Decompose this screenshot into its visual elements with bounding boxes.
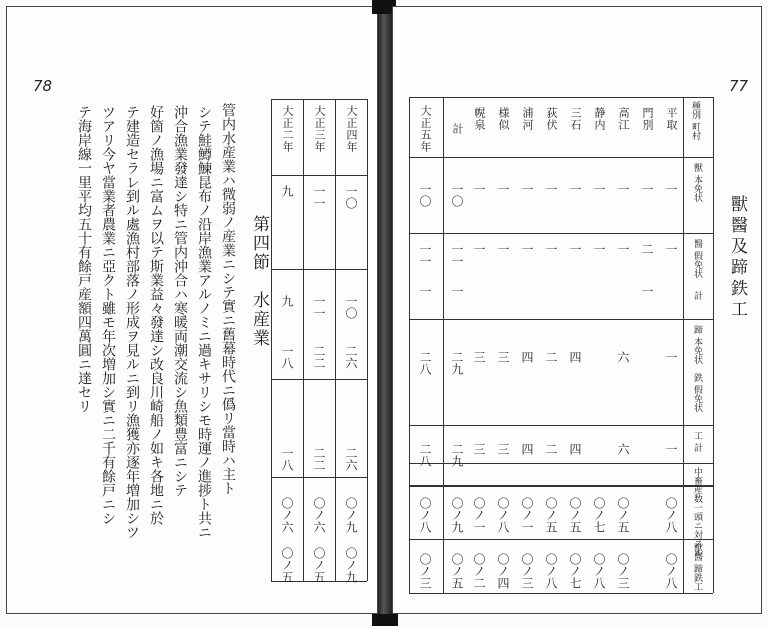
table-cell: 一 xyxy=(496,243,510,255)
table-cell: 〇ノ五 xyxy=(450,553,464,589)
table-cell: 二九 xyxy=(450,443,464,467)
right-page-number: 77 xyxy=(729,77,749,95)
body-text-line: テ海岸線一里平均五十有餘戸産額四萬圓ニ達セリ xyxy=(76,105,92,413)
scan-shadow xyxy=(372,614,398,626)
left-table-cell: 一〇 xyxy=(344,185,358,209)
table-cell: 三 xyxy=(496,351,510,363)
row-label: 鉄 假免状 xyxy=(692,373,702,412)
table-cell: 一 xyxy=(568,183,582,195)
table-cell: 〇ノ三 xyxy=(418,553,432,589)
table-cell: 二 xyxy=(544,443,558,455)
row-label: 工 計 xyxy=(692,431,702,452)
left-table-header: 大正三年 xyxy=(313,105,326,153)
place-header: 三石 xyxy=(569,107,582,131)
left-table-header: 大正四年 xyxy=(345,105,358,153)
row-label: 蹄 本免状 xyxy=(692,325,702,364)
table-cell: 〇ノ四 xyxy=(496,553,510,589)
table-cell: 〇ノ五 xyxy=(616,497,630,533)
table-cell: 一一 xyxy=(450,243,464,267)
table-cell: 四 xyxy=(520,443,534,455)
table-cell: 〇ノ一 xyxy=(520,497,534,533)
table-cell: 二八 xyxy=(418,443,432,467)
left-table-cell: 二六 xyxy=(344,447,358,471)
table-cell: 一 xyxy=(592,243,606,255)
table-cell: 一 xyxy=(664,183,678,195)
table-cell: 一 xyxy=(520,183,534,195)
table-cell: 一〇 xyxy=(450,183,464,207)
row-label: 獸 本免状 xyxy=(692,163,702,202)
left-table-cell: 九 xyxy=(280,185,294,197)
left-table-cell: 〇ノ九 xyxy=(344,547,358,583)
table-cell: 二八 xyxy=(418,351,432,375)
table-cell: 四 xyxy=(520,351,534,363)
table-cell: 三 xyxy=(496,443,510,455)
table-cell: 〇ノ五 xyxy=(568,497,582,533)
body-text-line: 沖合漁業發達シ特ニ管内沖合ハ寒暖両潮交流シ魚類豊富ニシテ xyxy=(172,105,188,497)
table-cell: 一 xyxy=(496,183,510,195)
table-cell: 三 xyxy=(472,443,486,455)
body-text-line: 管内水産業ハ微弱ノ産業ニシテ實ニ舊幕時代ニ僞リ當時ハ主ト xyxy=(220,103,236,495)
table-cell: 一 xyxy=(592,183,606,195)
table-cell: 一 xyxy=(616,243,630,255)
left-table-cell: 二二 xyxy=(312,447,326,471)
table-cell: 一 xyxy=(418,285,432,297)
table-cell: 一一 xyxy=(418,243,432,267)
table-cell: 一 xyxy=(450,285,464,297)
table-cell: 〇ノ五 xyxy=(544,497,558,533)
table-cell: 〇ノ八 xyxy=(544,553,558,589)
table-cell: 四 xyxy=(568,443,582,455)
left-table-cell: 〇ノ九 xyxy=(344,497,358,533)
left-table-cell: 一八 xyxy=(280,345,294,369)
corner-label: 種別 町村 xyxy=(690,101,700,140)
table-cell: 二 xyxy=(544,351,558,363)
table-cell: 〇ノ八 xyxy=(664,553,678,589)
place-header: 計 xyxy=(451,123,464,135)
table-cell: 一 xyxy=(472,183,486,195)
table-cell: 〇ノ七 xyxy=(592,497,606,533)
table-cell: 一〇 xyxy=(418,183,432,207)
table-cell: 〇ノ三 xyxy=(520,553,534,589)
table-cell: 〇ノ八 xyxy=(496,497,510,533)
table-cell: 一 xyxy=(664,443,678,455)
left-table-cell: 〇ノ五 xyxy=(312,547,326,583)
left-table-cell: 〇ノ六 xyxy=(312,497,326,533)
left-table-cell: 一一 xyxy=(312,295,326,319)
left-table-cell: 一八 xyxy=(280,447,294,471)
table-cell: 〇ノ二 xyxy=(472,553,486,589)
table-cell: 一 xyxy=(664,351,678,363)
table-cell: 一 xyxy=(616,183,630,195)
row-label: 中畜産数一頭ニ対スル xyxy=(692,467,702,557)
body-text-line: シテ鮭鱒鰊昆布ノ沿岸漁業アルノミニ過キサリシモ時運ノ進捗ト共ニ xyxy=(196,105,212,539)
table-title: 獸醫及蹄鉄工 xyxy=(727,195,747,321)
left-page xyxy=(6,6,378,614)
table-cell: 一 xyxy=(520,243,534,255)
book-gutter xyxy=(378,0,392,626)
body-text-line: 好箇ノ漁場ニ富ムヲ以テ斯業益々發達シ改良川崎船ノ如キ各地ニ於 xyxy=(148,105,164,525)
table-cell: 二 xyxy=(640,243,654,255)
table-cell: 四 xyxy=(568,351,582,363)
table-cell: 〇ノ八 xyxy=(664,497,678,533)
place-header: 平取 xyxy=(665,107,678,131)
row-label: 獸醫 蹄鉄工 xyxy=(692,543,702,591)
table-cell: 一 xyxy=(544,243,558,255)
row-label: 計 xyxy=(692,291,702,300)
section-title: 第四節 水産業 xyxy=(249,215,269,348)
left-table-cell: 九 xyxy=(280,295,294,307)
left-table-header: 大正二年 xyxy=(281,105,294,153)
place-header: 高江 xyxy=(617,107,630,131)
place-header: 様似 xyxy=(497,107,510,131)
table-cell: 〇ノ八 xyxy=(418,497,432,533)
body-text-line: ツアリ今ヤ當業者農業ニ亞クト雖モ年次増加シ實ニ二千有餘戸ニシ xyxy=(100,105,116,525)
place-header: 幌泉 xyxy=(473,107,486,131)
place-header: 大正五年 xyxy=(419,105,432,153)
table-cell: 六 xyxy=(616,351,630,363)
place-header: 浦河 xyxy=(521,107,534,131)
left-page-number: 78 xyxy=(33,77,53,95)
table-cell: 〇ノ一 xyxy=(472,497,486,533)
left-table-cell: 二二 xyxy=(312,345,326,369)
table-cell: 一 xyxy=(568,243,582,255)
left-table-cell: 〇ノ六 xyxy=(280,497,294,533)
left-table-cell: 一一 xyxy=(312,185,326,209)
place-header: 荻伏 xyxy=(545,107,558,131)
table-cell: 二九 xyxy=(450,351,464,375)
place-header: 静内 xyxy=(593,107,606,131)
left-table-cell: 〇ノ五 xyxy=(280,547,294,583)
left-table-cell: 一〇 xyxy=(344,295,358,319)
table-cell: 一 xyxy=(544,183,558,195)
table-cell: 〇ノ八 xyxy=(592,553,606,589)
table-cell: 三 xyxy=(472,351,486,363)
table-cell: 一 xyxy=(664,243,678,255)
table-cell: 一 xyxy=(472,243,486,255)
place-header: 門別 xyxy=(641,107,654,131)
table-cell: 〇ノ七 xyxy=(568,553,582,589)
table-cell: 一 xyxy=(640,285,654,297)
table-cell: 〇ノ九 xyxy=(450,497,464,533)
table-cell: 〇ノ三 xyxy=(616,553,630,589)
row-label: 醫 假免状 xyxy=(692,239,702,278)
table-cell: 六 xyxy=(616,443,630,455)
right-page xyxy=(392,6,762,614)
left-table-cell: 二六 xyxy=(344,345,358,369)
body-text-line: テ建造セラレ到ル處漁村部落ノ形成ヲ見ルニ到リ漁獲亦逐年増加シツ xyxy=(124,105,140,539)
table-cell: 一 xyxy=(640,183,654,195)
